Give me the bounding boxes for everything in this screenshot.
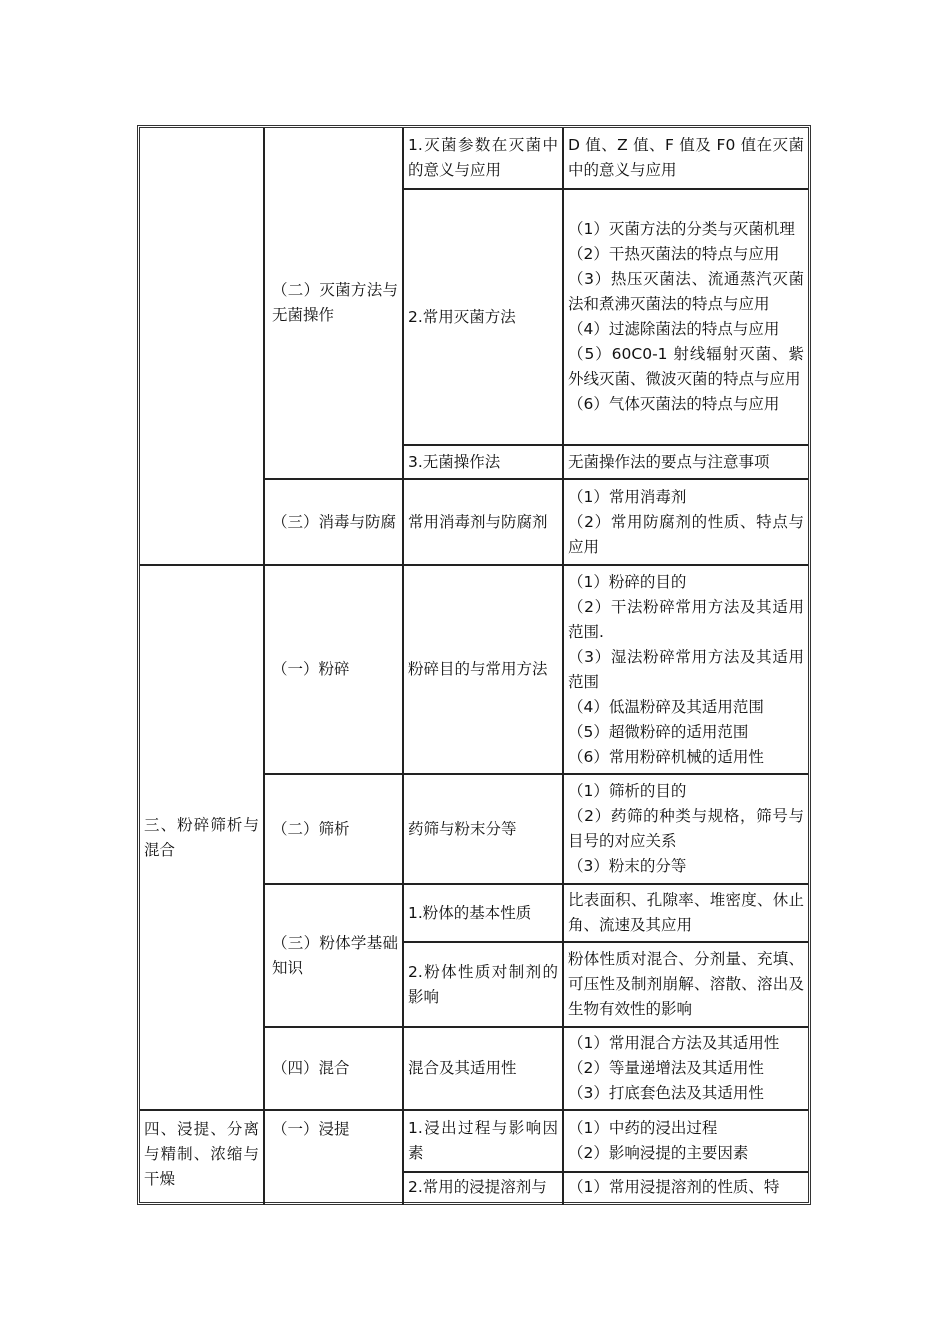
detail-line: （1）粉碎的目的 [568, 572, 687, 591]
topic-label: 混合及其适用性 [408, 1059, 517, 1077]
subcategory-label: （一）粉碎 [272, 660, 350, 678]
detail-line: （1）筛析的目的 [568, 782, 687, 800]
topic-sieve [402, 773, 562, 883]
topic-label: 1.浸出过程与影响因素 [408, 1119, 558, 1162]
topic-label: 2.常用的浸提溶剂与 [408, 1178, 547, 1196]
subcategory-powder [263, 883, 402, 1026]
detail-line: （2）干热灭菌法的特点与应用 [568, 245, 780, 263]
detail-line: （3）湿法粉碎常用方法及其适用范围 [568, 647, 804, 691]
topic-label: 3.无菌操作法 [408, 452, 501, 471]
detail-mix [562, 1026, 808, 1109]
detail-line: （5）超微粉碎的适用范围 [568, 722, 749, 741]
detail-line: 比表面积、孔隙率、堆密度、休止角、流速及其应用 [568, 891, 804, 934]
subcategory-crush [263, 564, 402, 773]
detail-params [562, 128, 808, 188]
syllabus-table [137, 125, 811, 1205]
detail-line: （1）常用混合方法及其适用性 [568, 1034, 780, 1052]
topic-label: 粉碎目的与常用方法 [408, 660, 548, 678]
detail-powder-1 [562, 883, 808, 941]
topic-params [402, 128, 562, 188]
detail-line: （6）常用粉碎机械的适用性 [568, 747, 764, 766]
detail-line: （3）热压灭菌法、流通蒸汽灭菌法和煮沸灭菌法的特点与应用 [568, 270, 804, 313]
detail-line: （3）打底套色法及其适用性 [568, 1084, 764, 1102]
topic-mix [402, 1026, 562, 1109]
category-cell-3 [140, 1109, 263, 1205]
detail-line: （1）常用浸提溶剂的性质、特 [568, 1178, 780, 1196]
subcategory-label: （二）筛析 [272, 819, 350, 838]
subcategory-sieve [263, 773, 402, 883]
detail-extract-2 [562, 1171, 808, 1205]
category-label: 三、粉碎筛析与混合 [144, 815, 259, 859]
topic-label: 2.粉体性质对制剂的影响 [408, 962, 558, 1006]
category-label: 四、浸提、分离与精制、浓缩与干燥 [144, 1120, 259, 1188]
detail-line: （1）灭菌方法的分类与灭菌机理 [568, 220, 795, 238]
detail-line: （4）低温粉碎及其适用范围 [568, 697, 764, 716]
detail-line: （1）中药的浸出过程 [568, 1119, 718, 1137]
category-cell-1 [140, 128, 263, 564]
subcategory-extract [263, 1109, 402, 1205]
detail-extract-1 [562, 1109, 808, 1171]
detail-line: （4）过滤除菌法的特点与应用 [568, 320, 780, 338]
detail-line: （2）干法粉碎常用方法及其适用范围. [568, 597, 804, 641]
topic-powder-2 [402, 941, 562, 1026]
topic-extract-1 [402, 1109, 562, 1171]
detail-line: D 值、Z 值、F 值及 F0 值在灭菌中的意义与应用 [568, 136, 804, 179]
detail-line: （6）气体灭菌法的特点与应用 [568, 395, 780, 413]
detail-crush [562, 564, 808, 773]
topic-label: 1.灭菌参数在灭菌中的意义与应用 [408, 136, 558, 179]
detail-powder-2 [562, 941, 808, 1026]
topic-crush [402, 564, 562, 773]
subcategory-sterilize [263, 128, 402, 478]
topic-methods [402, 188, 562, 444]
detail-line: （2）药筛的种类与规格，筛号与目号的对应关系 [568, 807, 804, 850]
detail-sieve [562, 773, 808, 883]
subcategory-label: （二）灭菌方法与无菌操作 [272, 281, 398, 324]
detail-line: （2）常用防腐剂的性质、特点与应用 [568, 512, 804, 556]
topic-powder-1 [402, 883, 562, 941]
detail-methods [562, 188, 808, 444]
subcategory-label: （三）粉体学基础知识 [272, 933, 398, 977]
topic-label: 常用消毒剂与防腐剂 [408, 512, 548, 531]
subcategory-disinfect [263, 478, 402, 564]
detail-line: （1）常用消毒剂 [568, 487, 687, 506]
detail-line: （5）60C0-1 射线辐射灭菌、紫外线灭菌、微波灭菌的特点与应用 [568, 345, 804, 388]
subcategory-label: （四）混合 [272, 1059, 350, 1077]
detail-line: （2）影响浸提的主要因素 [568, 1144, 749, 1162]
topic-label: 2.常用灭菌方法 [408, 307, 516, 326]
topic-disinfect [402, 478, 562, 564]
subcategory-label: （三）消毒与防腐 [272, 512, 397, 531]
subcategory-label: （一）浸提 [272, 1120, 350, 1138]
detail-line: （2）等量递增法及其适用性 [568, 1059, 764, 1077]
detail-line: 无菌操作法的要点与注意事项 [568, 452, 770, 471]
detail-line: （3）粉末的分等 [568, 857, 687, 875]
subcategory-mix [263, 1026, 402, 1109]
detail-aseptic [562, 444, 808, 478]
topic-label: 药筛与粉末分等 [408, 819, 517, 838]
category-cell-2 [140, 564, 263, 1109]
topic-label: 1.粉体的基本性质 [408, 903, 532, 922]
detail-disinfect [562, 478, 808, 564]
topic-extract-2 [402, 1171, 562, 1205]
topic-aseptic [402, 444, 562, 478]
detail-line: 粉体性质对混合、分剂量、充填、可压性及制剂崩解、溶散、溶出及生物有效性的影响 [568, 950, 804, 1018]
